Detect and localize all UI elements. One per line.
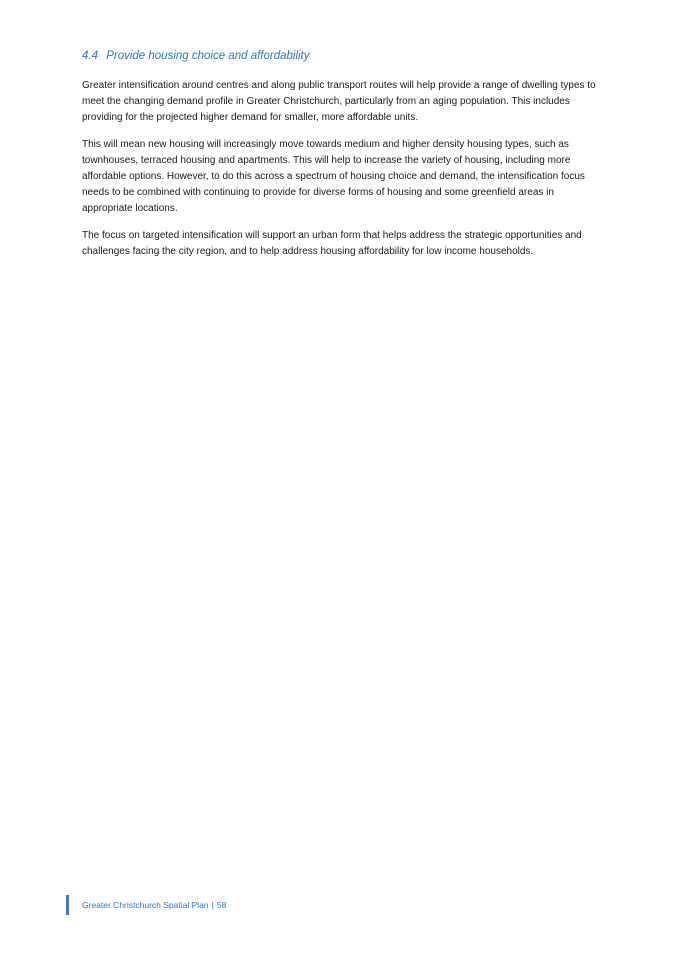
footer-text [82,900,226,910]
footer-document-title: Greater Christchurch Spatial Plan [82,900,209,910]
section-heading [82,49,598,64]
body-paragraph-3: The focus on targeted intensification will support an urban form that helps address the strategic opportunities and challenges facing the city region, and to help address housing affordability for low income households. [82,230,582,257]
page-content [82,49,598,271]
section-title: Provide housing choice and affordability [106,50,310,62]
page-footer [66,895,226,915]
body-paragraph-1: Greater intensification around centres and along public transport routes will help provide a range of dwelling types to meet the changing demand profile in Greater Christchurch, particularly from an aging population. This includes providing for the projected higher demand for smaller, more affordable units. [82,80,596,123]
body-paragraph-2: This will mean new housing will increasingly move towards medium and higher density housing types, such as townhouses, terraced housing and apartments. This will help to increase the variety of housing, including more affordable options. However, to do this across a spectrum of housing choice and demand, the intensification focus needs to be combined with continuing to provide for diverse forms of housing and some greenfield areas in appropriate locations. [82,139,585,214]
footer-separator: | [211,900,214,910]
footer-page-number: 58 [216,900,227,910]
footer-accent-bar [66,895,69,915]
section-number: 4.4 [82,50,98,62]
